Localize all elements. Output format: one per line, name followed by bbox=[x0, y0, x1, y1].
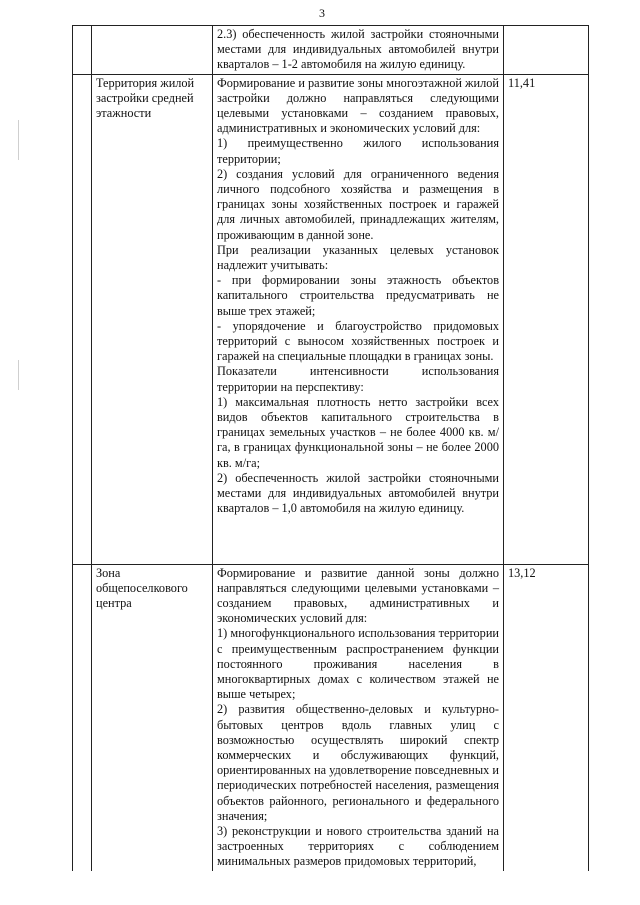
index-cell bbox=[73, 564, 92, 871]
description-paragraph: Формирование и развитие данной зоны должно направляться следующими целевыми установками – созданием правовых, административных и экономических условий для: bbox=[217, 565, 499, 626]
zone-name-cell bbox=[92, 26, 213, 75]
description-paragraph: 2) обеспеченность жилой застройки стояночными местами для индивидуальных автомобилей внутри кварталов – 1,0 автомобиля на жилую единицу. bbox=[217, 470, 499, 516]
description-paragraph: - при формировании зоны этажность объектов капитального строительства предусматривать не выше трех этажей; bbox=[217, 273, 499, 318]
scan-artifact bbox=[18, 120, 19, 160]
description-paragraph: При реализации указанных целевых установок надлежит учитывать: bbox=[217, 242, 499, 273]
area-value-cell: 11,41 bbox=[504, 74, 589, 564]
table-row bbox=[73, 74, 589, 564]
description-paragraph: 1) многофункционального использования территории с преимущественным распространением функции постоянного проживания населения в многоквартирных домах с количеством этажей не выше четырех; bbox=[217, 626, 499, 702]
area-value-cell: 13,12 bbox=[504, 564, 589, 871]
scan-artifact bbox=[18, 360, 19, 390]
area-value-cell bbox=[504, 26, 589, 75]
table-row bbox=[73, 564, 589, 871]
description-paragraph: 2.3) обеспеченность жилой застройки стояночными местами для индивидуальных автомобилей внутри кварталов – 1-2 автомобиля на жилую единицу. bbox=[217, 27, 499, 72]
description-paragraph: Формирование и развитие зоны многоэтажной жилой застройки должно направляться следующими целевыми установками – созданием правовых, административных и экономических условий для: bbox=[217, 75, 499, 136]
description-paragraph: 2) развития общественно-деловых и культурно-бытовых центров вдоль главных улиц с возможностью осуществлять широкий спектр коммерческих и обслуживающих функций, ориентированных на удовлетворение повседневных и периодических потребностей населения, размещения объектов районного, регионального и федерального значения; bbox=[217, 702, 499, 823]
description-cell bbox=[213, 26, 504, 75]
description-paragraph: 3) реконструкции и нового строительства зданий на застроенных территориях с соблюдением минимальных размеров придомовых территорий, bbox=[217, 824, 499, 869]
description-paragraph: 2) создания условий для ограниченного ведения личного подсобного хозяйства и размещения в границах зоны хозяйственных построек и гаражей для личных автомобилей, принадлежащих жителям, проживающим в данной зоне. bbox=[217, 166, 499, 242]
index-cell bbox=[73, 26, 92, 75]
description-cell bbox=[213, 564, 504, 871]
description-paragraph: 1) максимальная плотность нетто застройки всех видов объектов капитального строительства в границах земельных участков – не более 4000 кв. м/га, в границах функциональной зоны – не более 2000 кв. м/га; bbox=[217, 394, 499, 470]
zone-name-cell: Зона общепоселкового центра bbox=[92, 564, 213, 871]
table-row bbox=[73, 26, 589, 75]
page-number: 3 bbox=[319, 6, 325, 20]
zones-table bbox=[72, 25, 589, 871]
description-paragraph: Показатели интенсивности использования территории на перспективу: bbox=[217, 364, 499, 394]
description-cell bbox=[213, 74, 504, 564]
zone-name-cell: Территория жилой застройки средней этажности bbox=[92, 74, 213, 564]
description-paragraph: - упорядочение и благоустройство придомовых территорий с выносом хозяйственных построек и гаражей на специальные площадки в границах зоны. bbox=[217, 318, 499, 364]
index-cell bbox=[73, 74, 92, 564]
description-paragraph: 1) преимущественно жилого использования территории; bbox=[217, 136, 499, 166]
